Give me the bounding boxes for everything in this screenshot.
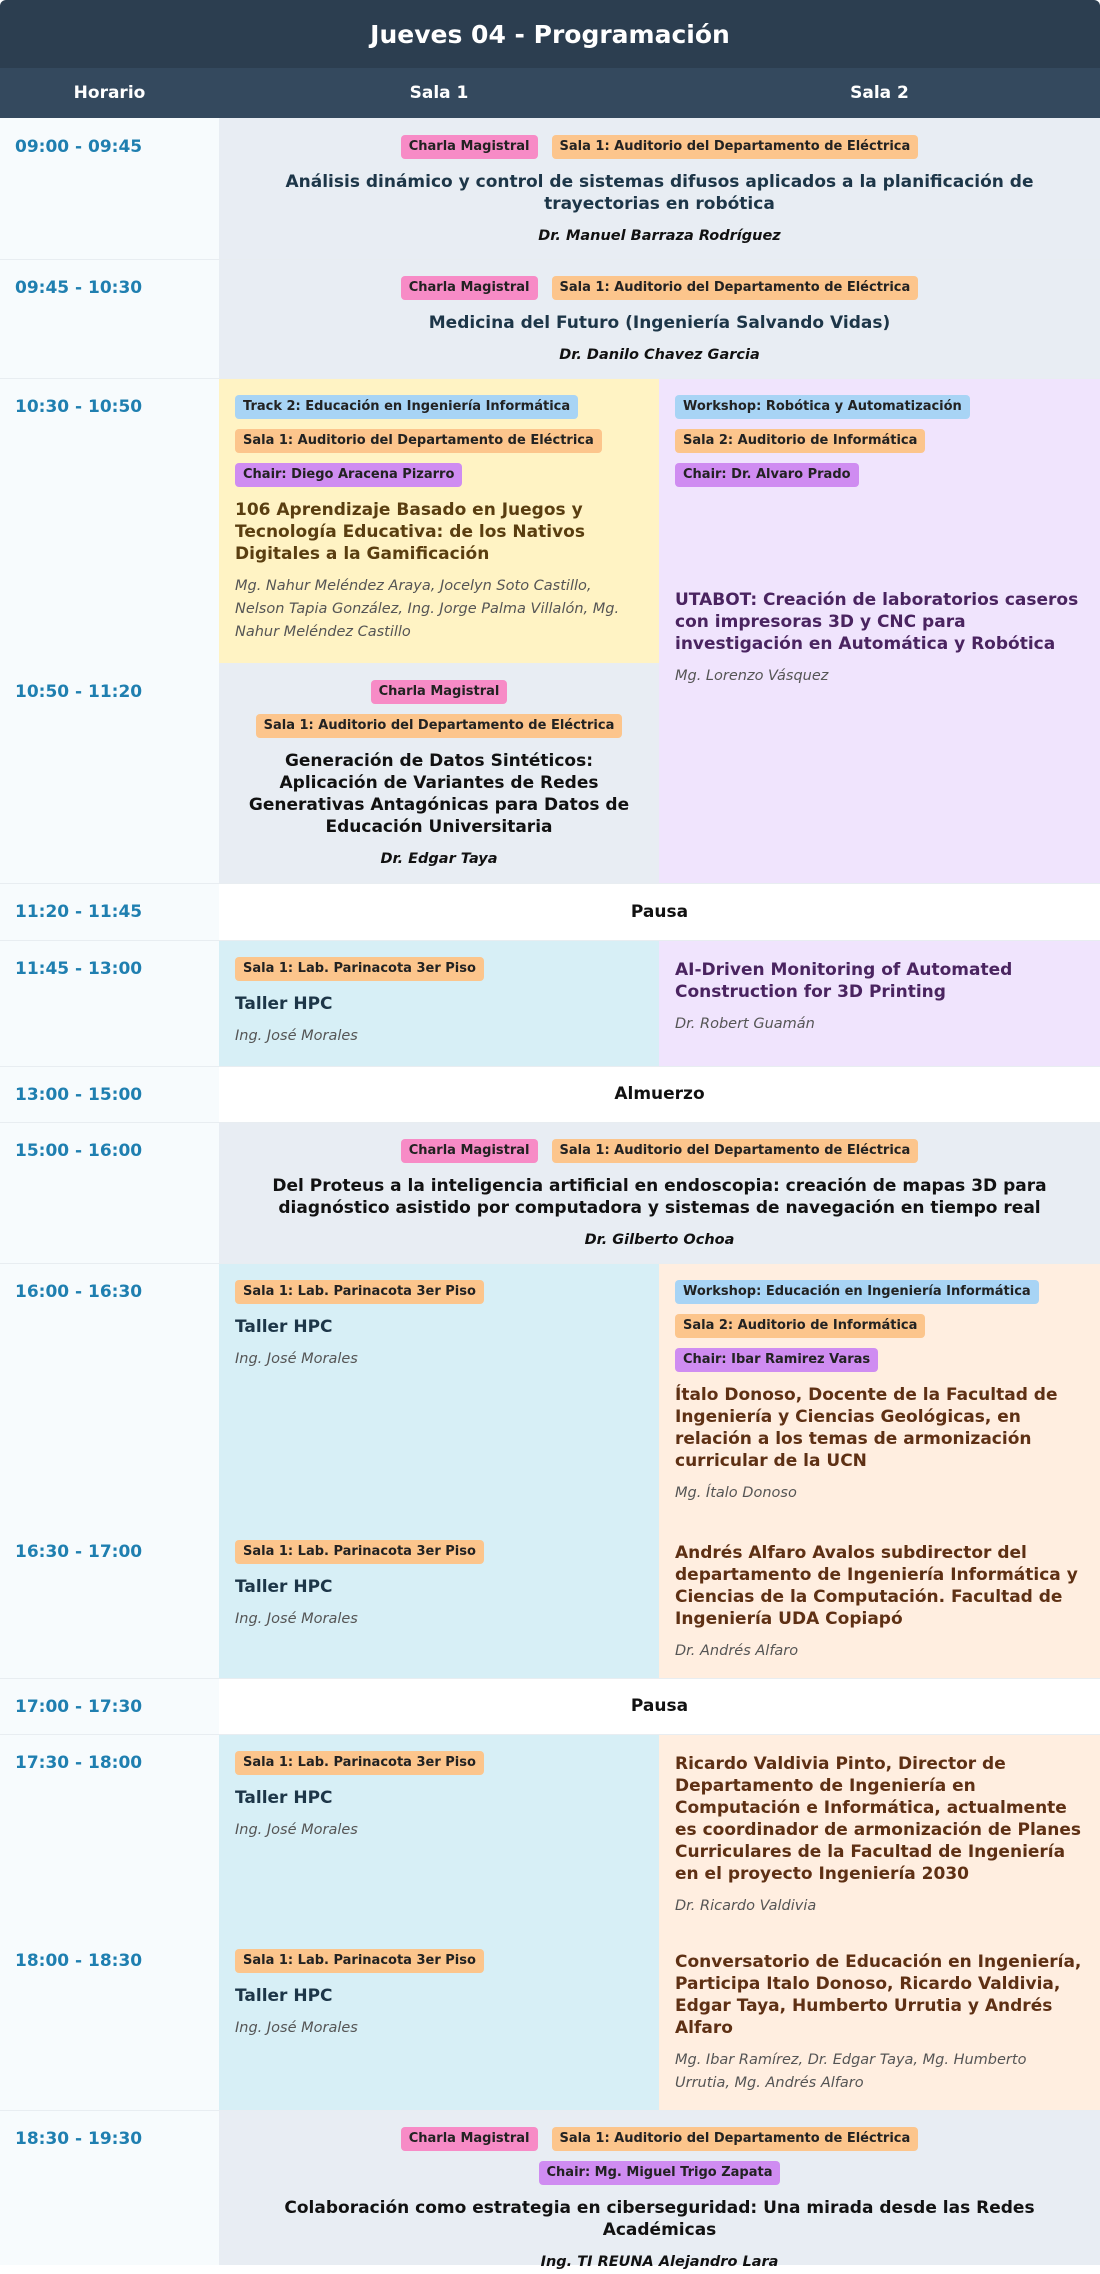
room-badge: Sala 1: Lab. Parinacota 3er Piso <box>235 1949 484 1973</box>
session-title: UTABOT: Creación de laboratorios caseros con impresoras 3D y CNC para investigación en Automática y Robótica <box>675 590 1079 654</box>
session-speaker: Dr. Ricardo Valdivia <box>675 1898 817 1914</box>
session-card[interactable] <box>219 940 659 1066</box>
session-card[interactable] <box>659 940 1100 1066</box>
row-divider <box>0 1066 1100 1067</box>
room-badge: Sala 1: Auditorio del Departamento de Eléctrica <box>552 1139 919 1163</box>
session-speaker: Dr. Edgar Taya <box>380 851 498 867</box>
time-slot: 10:50 - 11:20 <box>0 663 219 883</box>
chair-badge: Chair: Mg. Miguel Trigo Zapata <box>539 2161 781 2185</box>
break-row: Pausa <box>219 1678 1100 1734</box>
session-title: Taller HPC <box>235 1317 333 1337</box>
session-title: Taller HPC <box>235 994 333 1014</box>
time-slot: 13:00 - 15:00 <box>0 1066 219 1122</box>
session-title: Generación de Datos Sintéticos: Aplicación de Variantes de Redes Generativas Antagónicas para Datos de Educación Universitaria <box>248 751 630 837</box>
session-title: Del Proteus a la inteligencia artificial en endoscopia: creación de mapas 3D para diagnóstico asistido por computadora y sistemas de navegación en tiempo real <box>272 1176 1047 1218</box>
session-speaker: Mg. Ítalo Donoso <box>675 1485 797 1501</box>
session-title: Ítalo Donoso, Docente de la Facultad de Ingeniería y Ciencias Geológicas, en relación a los temas de armonización curricular de la UCN <box>675 1385 1058 1471</box>
session-speaker: Mg. Nahur Meléndez Araya, Jocelyn Soto Castillo, Nelson Tapia González, Ing. Jorge Palma Villalón, Mg. Nahur Meléndez Castillo <box>235 578 620 640</box>
chair-badge: Chair: Diego Aracena Pizarro <box>235 463 462 487</box>
room-badge: Sala 1: Lab. Parinacota 3er Piso <box>235 1540 484 1564</box>
session-title: AI-Driven Monitoring of Automated Construction for 3D Printing <box>675 960 1013 1002</box>
session-speaker: Mg. Lorenzo Vásquez <box>675 668 829 684</box>
page-title: Jueves 04 - Programación <box>0 0 1100 68</box>
time-slot: 15:00 - 16:00 <box>0 1122 219 1263</box>
session-card[interactable] <box>219 1734 659 1932</box>
session-speaker: Ing. José Morales <box>235 1351 358 1367</box>
chair-badge: Chair: Ibar Ramirez Varas <box>675 1348 878 1372</box>
session-card[interactable] <box>219 378 659 663</box>
chair-badge: Chair: Dr. Alvaro Prado <box>675 463 859 487</box>
type-badge: Charla Magistral <box>401 1139 538 1163</box>
break-row: Pausa <box>219 883 1100 940</box>
session-speaker: Ing. José Morales <box>235 2020 358 2036</box>
session-card[interactable] <box>219 1122 1100 1263</box>
session-card[interactable] <box>219 259 1100 378</box>
row-divider <box>0 1678 1100 1679</box>
room-badge: Sala 1: Lab. Parinacota 3er Piso <box>235 957 484 981</box>
header-sala2: Sala 2 <box>850 83 909 103</box>
session-title: Taller HPC <box>235 1788 333 1808</box>
room-badge: Sala 2: Auditorio de Informática <box>675 1314 925 1338</box>
session-card[interactable] <box>219 1932 659 2110</box>
track-badge: Workshop: Robótica y Automatización <box>675 395 970 419</box>
row-divider <box>0 940 1100 941</box>
room-badge: Sala 1: Auditorio del Departamento de Eléctrica <box>552 276 919 300</box>
track-badge: Track 2: Educación en Ingeniería Informática <box>235 395 578 419</box>
session-card[interactable] <box>659 1263 1100 1523</box>
session-title: 106 Aprendizaje Basado en Juegos y Tecnología Educativa: de los Nativos Digitales a la Gamificación <box>235 500 585 564</box>
session-speaker: Dr. Gilberto Ochoa <box>584 1232 735 1248</box>
session-title: Taller HPC <box>235 1986 333 2006</box>
row-divider <box>0 1263 1100 1264</box>
room-badge: Sala 1: Lab. Parinacota 3er Piso <box>235 1751 484 1775</box>
time-slot: 09:00 - 09:45 <box>0 118 219 259</box>
time-slot: 11:45 - 13:00 <box>0 940 219 1066</box>
header-sala1: Sala 1 <box>409 83 469 103</box>
session-speaker: Dr. Andrés Alfaro <box>675 1643 799 1659</box>
header-horario: Horario <box>73 83 146 103</box>
session-speaker: Ing. TI REUNA Alejandro Lara <box>540 2254 779 2270</box>
row-divider <box>0 1734 1100 1735</box>
time-slot: 17:30 - 18:00 <box>0 1734 219 1932</box>
session-speaker: Ing. José Morales <box>235 1822 358 1838</box>
room-badge: Sala 2: Auditorio de Informática <box>675 429 925 453</box>
session-title: Conversatorio de Educación en Ingeniería, Participa Italo Donoso, Ricardo Valdivia, Edgar Taya, Humberto Urrutia y Andrés Alfaro <box>675 1952 1082 2038</box>
time-slot: 18:30 - 19:30 <box>0 2110 219 2265</box>
row-divider <box>0 2110 1100 2111</box>
row-divider <box>0 378 1100 379</box>
table-header <box>0 68 1100 118</box>
type-badge: Charla Magistral <box>401 2127 538 2151</box>
time-slot: 10:30 - 10:50 <box>0 378 219 663</box>
type-badge: Charla Magistral <box>401 276 538 300</box>
session-card[interactable] <box>659 1523 1100 1678</box>
time-slot: 11:20 - 11:45 <box>0 883 219 940</box>
lunch-row: Almuerzo <box>219 1066 1100 1122</box>
session-title: Taller HPC <box>235 1577 333 1597</box>
row-divider <box>0 259 1100 260</box>
session-speaker: Ing. José Morales <box>235 1028 358 1044</box>
row-divider <box>0 1122 1100 1123</box>
session-card[interactable] <box>659 1932 1100 2110</box>
session-card[interactable] <box>219 1263 659 1523</box>
session-speaker: Dr. Danilo Chavez Garcia <box>559 347 760 363</box>
session-card[interactable] <box>219 2110 1100 2270</box>
session-card[interactable] <box>219 118 1100 259</box>
session-title: Análisis dinámico y control de sistemas difusos aplicados a la planificación de trayectorias en robótica <box>285 172 1034 214</box>
time-slot: 09:45 - 10:30 <box>0 259 219 378</box>
session-card[interactable] <box>219 1523 659 1678</box>
room-badge: Sala 1: Auditorio del Departamento de Eléctrica <box>552 135 919 159</box>
session-title: Colaboración como estrategia en ciberseguridad: Una mirada desde las Redes Académicas <box>284 2198 1035 2240</box>
session-title: Andrés Alfaro Avalos subdirector del departamento de Ingeniería Informática y Ciencias de la Computación. Facultad de Ingeniería UDA Copiapó <box>675 1543 1078 1629</box>
track-badge: Workshop: Educación en Ingeniería Informática <box>675 1280 1039 1304</box>
room-badge: Sala 1: Lab. Parinacota 3er Piso <box>235 1280 484 1304</box>
session-card[interactable] <box>659 1734 1100 1932</box>
session-card[interactable] <box>659 378 1100 883</box>
type-badge: Charla Magistral <box>401 135 538 159</box>
session-title: Medicina del Futuro (Ingeniería Salvando Vidas) <box>428 313 891 333</box>
session-speaker: Ing. José Morales <box>235 1611 358 1627</box>
session-card[interactable] <box>219 663 659 883</box>
type-badge: Charla Magistral <box>371 680 508 704</box>
room-badge: Sala 1: Auditorio del Departamento de Eléctrica <box>235 429 602 453</box>
room-badge: Sala 1: Auditorio del Departamento de Eléctrica <box>256 714 623 738</box>
session-title: Ricardo Valdivia Pinto, Director de Departamento de Ingeniería en Computación e Informática, actualmente es coordinador de armonización de Planes Curriculares de la Facultad de Ingeniería en el proyecto Ingeniería 2030 <box>675 1754 1081 1884</box>
row-divider <box>0 883 1100 884</box>
session-speaker: Dr. Robert Guamán <box>675 1016 815 1032</box>
session-speaker: Dr. Manuel Barraza Rodríguez <box>538 228 781 244</box>
session-speaker: Mg. Ibar Ramírez, Dr. Edgar Taya, Mg. Humberto Urrutia, Mg. Andrés Alfaro <box>675 2052 1027 2091</box>
time-slot: 17:00 - 17:30 <box>0 1678 219 1734</box>
time-slot: 16:30 - 17:00 <box>0 1523 219 1678</box>
time-slot: 16:00 - 16:30 <box>0 1263 219 1523</box>
room-badge: Sala 1: Auditorio del Departamento de Eléctrica <box>552 2127 919 2151</box>
time-slot: 18:00 - 18:30 <box>0 1932 219 2110</box>
